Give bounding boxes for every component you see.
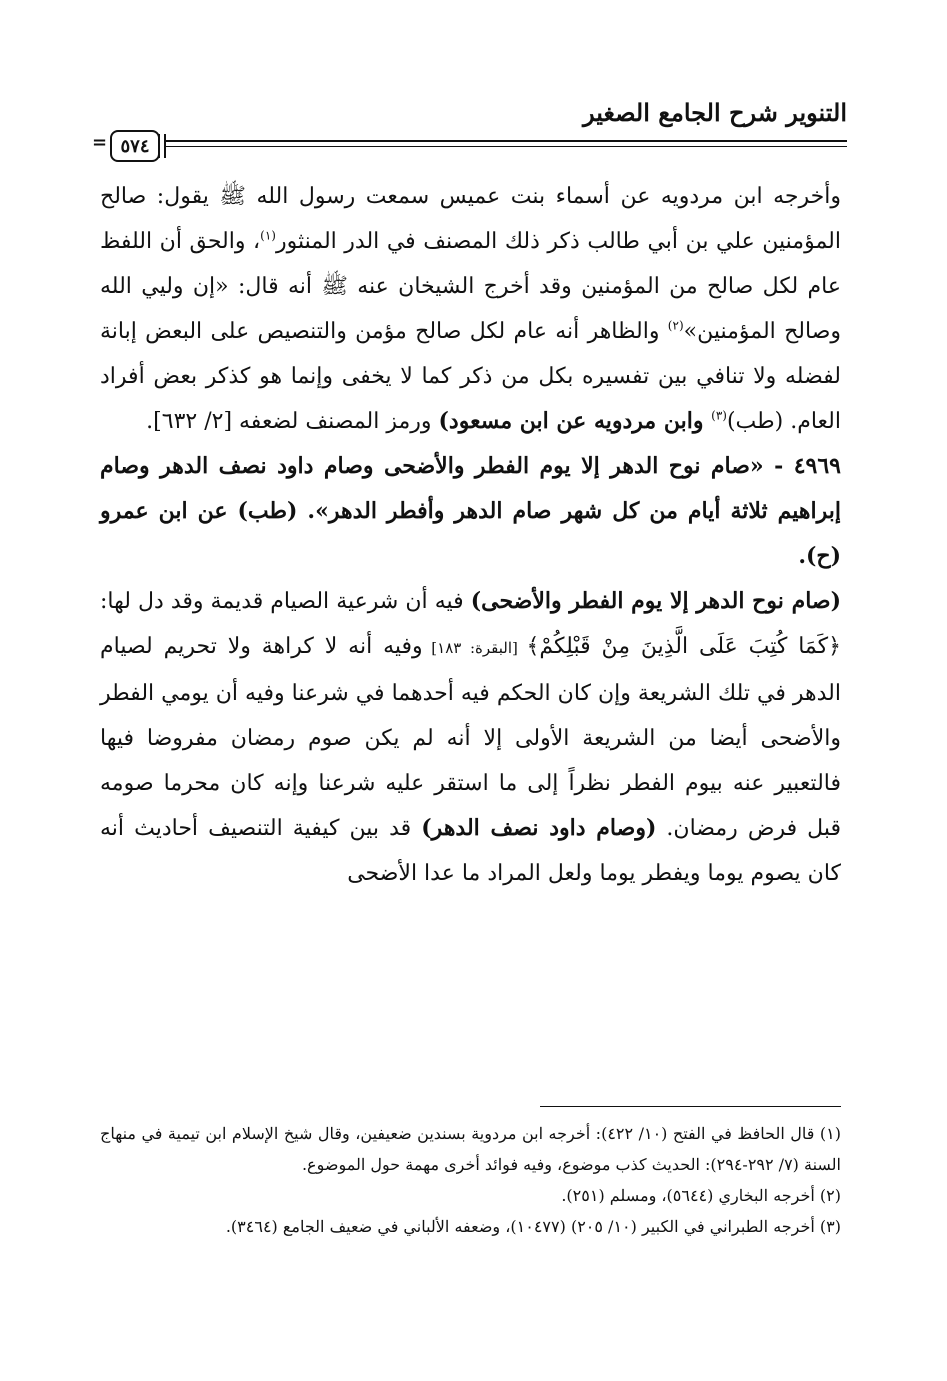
hadith-text: - «صام نوح الدهر إلا يوم الفطر والأضحى وصام داود نصف الدهر وصام إبراهيم ثلاثة أيام من كل شهر صام الدهر وأفطر الدهر». (طب) عن ابن عمرو (ح). xyxy=(100,453,841,569)
hadith-entry xyxy=(100,444,841,579)
text-run: والظاهر أنه عام لكل صالح مؤمن والتنصيص على البعض إبانة لفضله ولا تنافي بين تفسيره بكل من ذكر كما لا يخفى وإنما هو كذكر بعض أفراد العام. (طب) xyxy=(100,319,841,434)
text-run: وأخرجه ابن مردويه عن أسماء بنت عميس سمعت رسول الله ﷺ يقول: صالح المؤمنين علي بن أبي طالب ذكر ذلك المصنف في الدر المنثور xyxy=(100,184,841,254)
text-run: قد بين كيفية التنصيف أحاديث أنه كان يصوم يوما ويفطر يوما ولعل المراد ما عدا الأضحى xyxy=(100,816,841,886)
quran-reference: [البقرة: ١٨٣] xyxy=(422,639,527,657)
footnotes xyxy=(100,1118,841,1242)
text-run: ورمز المصنف لضعفه [٢/ ٦٣٢]. xyxy=(146,409,439,434)
footnote-rule xyxy=(540,1106,841,1107)
footnote-ref-2: (٢) xyxy=(667,318,684,333)
footnote-2: (٢) أخرجه البخاري (٥٦٤٤)، ومسلم (٢٥١). xyxy=(561,1186,841,1205)
bold-run: (صام نوح الدهر إلا يوم الفطر والأضحى) xyxy=(470,588,841,614)
text-run: وفيه أنه لا كراهة ولا تحريم لصيام الدهر في تلك الشريعة وإن كان الحكم فيه أحدهما في شرعنا وفيه أن يومي الفطر والأضحى أيضا من الشريعة الأولى إلا أنه لم يكن صوم رمضان مفروضا فيها فالتعبير عنه بيوم الفطر نظراً إلى ما استقر عليه شرعنا وإنه كان محرما صومه قبل فرض رمضان. xyxy=(100,634,841,841)
running-title: التنوير شرح الجامع الصغير xyxy=(583,98,847,127)
paragraph-commentary-2 xyxy=(100,579,841,896)
page-number-mark: = xyxy=(92,132,108,153)
page-number: ٥٧٤ xyxy=(110,130,160,162)
bold-run: وابن مردويه عن ابن مسعود) xyxy=(438,408,712,434)
paragraph-commentary-1 xyxy=(100,174,841,444)
footnote-3: (٣) أخرجه الطبراني في الكبير (١٠/ ٢٠٥) (١٠٤٧٧)، وضعفه الألباني في ضعيف الجامع (٣٤٦٤). xyxy=(225,1217,841,1236)
bold-run: (وصام داود نصف الدهر) xyxy=(421,815,657,841)
footnote-ref-3: (٣) xyxy=(711,408,727,423)
text-run: ، والحق أن اللفظ عام لكل صالح من المؤمنين وقد أخرج الشيخان عنه ﷺ أنه قال: «إن وليي الله وصالح المؤمنين» xyxy=(100,229,841,344)
footnote-1: (١) قال الحافظ في الفتح (١٠/ ٤٢٢): أخرجه ابن مردوية بسندين ضعيفين، وقال شيخ الإسلام ابن تيمية في منهاج السنة (٧/ ٢٩٢-٢٩٤): الحديث كذب موضوع، وفيه فوائد أخرى مهمة حول الموضوع. xyxy=(100,1124,842,1174)
text-run: فيه أن شرعية الصيام قديمة وقد دل لها: xyxy=(100,589,471,614)
hadith-number: ٤٩٦٩ xyxy=(793,453,841,479)
quran-quote: ﴿كَمَا كُتِبَ عَلَى الَّذِينَ مِنْ قَبْلِكُمْ﴾ xyxy=(526,634,841,659)
footnote-ref-1: (١) xyxy=(260,228,276,243)
main-text xyxy=(100,174,841,896)
page-header xyxy=(92,96,847,157)
header-rule-thin xyxy=(164,146,847,147)
header-rule xyxy=(164,140,847,142)
